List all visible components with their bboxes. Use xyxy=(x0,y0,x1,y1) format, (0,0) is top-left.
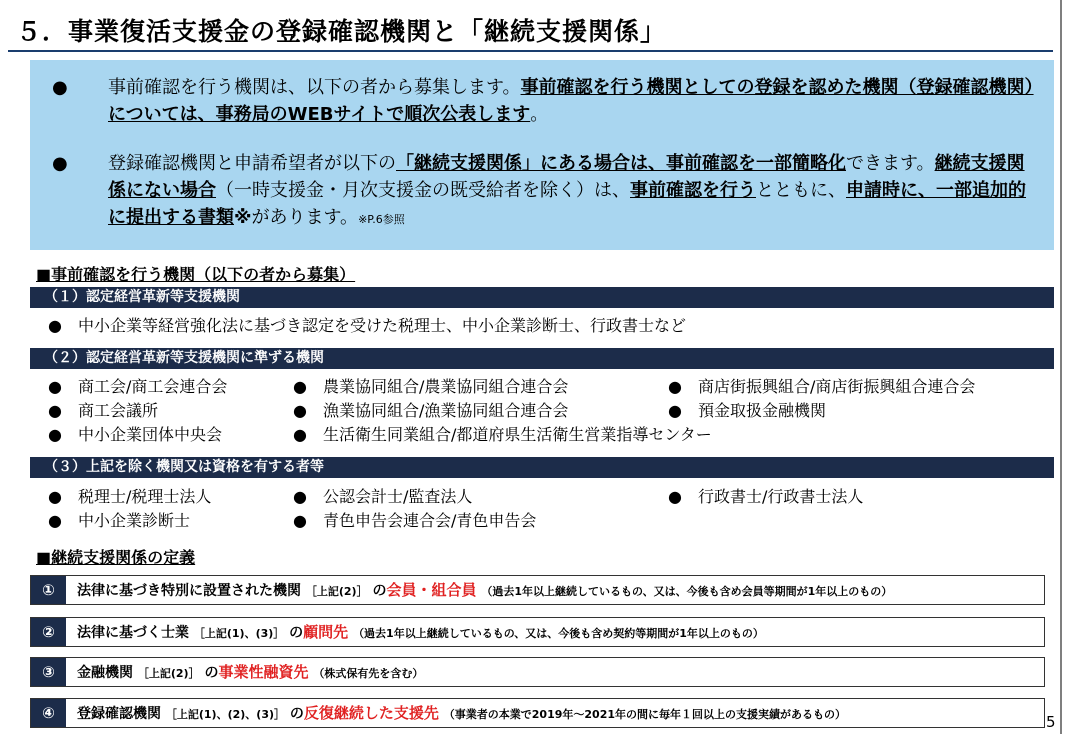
definition-note: （過去1年以上継続しているもの、又は、今後も含め契約等期間が1年以上のもの） xyxy=(353,627,764,640)
list-item xyxy=(668,401,826,421)
info-text-1 xyxy=(108,74,1040,128)
bullet-icon: ● xyxy=(48,316,62,335)
group-label: （３）上記を除く機関又は資格を有する者等 xyxy=(44,459,324,475)
footnote-mark: ※ xyxy=(234,207,252,228)
title-underline xyxy=(8,50,1053,52)
definition-main: 法律に基づき特別に設置された機関 xyxy=(77,583,301,599)
info-text: できます。 xyxy=(846,153,935,174)
list-item-text: 生活衛生同業組合/都道府県生活衛生営業指導センター xyxy=(323,425,712,444)
list-item xyxy=(293,425,712,445)
list-item-text: 漁業協同組合/漁業協同組合連合会 xyxy=(323,401,569,420)
bullet-icon: ● xyxy=(48,377,62,396)
list-item xyxy=(293,377,568,397)
list-item xyxy=(293,511,536,531)
definition-number: ① xyxy=(31,576,66,604)
definition-key: 会員・組合員 xyxy=(386,581,477,599)
bullet-icon: ● xyxy=(48,511,62,530)
info-emphasis: 「継続支援関係」にある場合は、事前確認を一部簡略化 xyxy=(396,153,846,174)
list-item-text: 中小企業等経営強化法に基づき認定を受けた税理士、中小企業診断士、行政書士など xyxy=(78,316,687,335)
page-reference: ※P.6参照 xyxy=(358,213,405,226)
group-label: （２）認定経営革新等支援機関に準ずる機関 xyxy=(44,350,324,366)
bullet-icon: ● xyxy=(668,487,682,506)
list-item-text: 行政書士/行政書士法人 xyxy=(698,487,864,506)
definition-box-1 xyxy=(30,575,1045,605)
definition-ref: ［上記(2)］ xyxy=(137,667,200,680)
info-text: （一時支援金・月次支援金の既受給者を除く）は、 xyxy=(216,180,630,201)
definition-main: 法律に基づく士業 xyxy=(77,625,189,641)
definition-key: 事業性融資先 xyxy=(218,663,309,681)
bullet-icon: ● xyxy=(668,401,682,420)
list-item xyxy=(48,377,227,397)
list-item-text: 農業協同組合/農業協同組合連合会 xyxy=(323,377,569,396)
definition-main: 登録確認機関 xyxy=(77,706,161,722)
list-item xyxy=(48,511,190,531)
list-item xyxy=(48,487,211,507)
info-emphasis: 事前確認を行う xyxy=(630,180,756,201)
section-heading-institutions: ■事前確認を行う機関（以下の者から募集） xyxy=(36,265,356,284)
bullet-icon: ● xyxy=(293,377,307,396)
bullet-icon: ● xyxy=(293,401,307,420)
list-item-text: 青色申告会連合会/青色申告会 xyxy=(323,511,537,530)
list-item-text: 税理士/税理士法人 xyxy=(78,487,212,506)
definition-box-3 xyxy=(30,657,1045,687)
definition-note: （事業者の本業で2019年～2021年の間に毎年１回以上の支援実績があるもの） xyxy=(443,708,847,721)
bullet-icon: ● xyxy=(48,401,62,420)
list-item xyxy=(668,377,975,397)
info-text: 事前確認を行う機関は、以下の者から募集します。 xyxy=(108,77,521,98)
list-item-text: 中小企業団体中央会 xyxy=(78,425,223,444)
bullet-icon: ● xyxy=(293,487,307,506)
group-bar-2 xyxy=(30,348,1054,369)
definition-box-2 xyxy=(30,617,1045,647)
definition-particle: の xyxy=(289,706,304,722)
definition-note: （過去1年以上継続しているもの、又は、今後も含め会員等期間が1年以上のもの） xyxy=(481,585,893,598)
info-box xyxy=(30,60,1054,250)
bullet-icon: ● xyxy=(52,77,68,98)
bullet-icon: ● xyxy=(52,153,68,174)
right-divider xyxy=(1060,0,1062,734)
group-label: （１）認定経営革新等支援機関 xyxy=(44,289,240,305)
group-bar-3 xyxy=(30,457,1054,478)
definition-particle: の xyxy=(372,583,387,599)
bullet-icon: ● xyxy=(668,377,682,396)
definition-number: ② xyxy=(31,618,66,646)
definition-key: 顧問先 xyxy=(303,623,349,641)
list-item-text: 中小企業診断士 xyxy=(78,511,191,530)
info-emphasis: 事前確認を行う機関としての登録を認めた機関（登録確認機関）については、事務局のWEBサイトで順次公表します xyxy=(108,77,1034,125)
definition-number: ④ xyxy=(31,699,66,727)
bullet-icon: ● xyxy=(48,487,62,506)
page-title: ５．事業復活支援金の登録確認機関と「継続支援関係」 xyxy=(16,17,667,46)
definition-key: 反復継続した支援先 xyxy=(303,704,439,722)
list-item xyxy=(48,401,158,421)
info-emphasis: 継続支援関係にない場合 xyxy=(108,153,1025,201)
definition-particle: の xyxy=(204,665,219,681)
list-item-text: 商工会議所 xyxy=(78,401,159,420)
info-text: があります。 xyxy=(251,207,359,228)
info-text-2 xyxy=(108,150,1040,233)
definition-ref: ［上記(1)、(2)、(3)］ xyxy=(165,708,286,721)
section-heading-definition: ■継続支援関係の定義 xyxy=(36,548,196,567)
definition-ref: ［上記(2)］ xyxy=(305,585,368,598)
info-text: とともに、 xyxy=(756,180,846,201)
definition-note: （株式保有先を含む） xyxy=(313,667,424,680)
list-item xyxy=(293,401,568,421)
definition-number: ③ xyxy=(31,658,66,686)
list-item xyxy=(48,316,686,336)
definition-ref: ［上記(1)、(3)］ xyxy=(193,627,285,640)
definition-main: 金融機関 xyxy=(77,665,133,681)
list-item-text: 商工会/商工会連合会 xyxy=(78,377,228,396)
bullet-icon: ● xyxy=(48,425,62,444)
list-item-text: 商店街振興組合/商店街振興組合連合会 xyxy=(698,377,976,396)
info-emphasis: 申請時に、一部追加的に提出する書類 xyxy=(108,180,1026,228)
list-item xyxy=(668,487,863,507)
info-text: 登録確認機関と申請希望者が以下の xyxy=(108,153,396,174)
list-item-text: 公認会計士/監査法人 xyxy=(323,487,473,506)
info-text: 。 xyxy=(530,104,549,125)
definition-box-4 xyxy=(30,698,1045,728)
page-number: 5 xyxy=(1046,713,1056,731)
list-item xyxy=(48,425,222,445)
bullet-icon: ● xyxy=(293,425,307,444)
group-bar-1 xyxy=(30,287,1054,308)
list-item-text: 預金取扱金融機関 xyxy=(698,401,827,420)
list-item xyxy=(293,487,472,507)
bullet-icon: ● xyxy=(293,511,307,530)
definition-particle: の xyxy=(289,625,304,641)
